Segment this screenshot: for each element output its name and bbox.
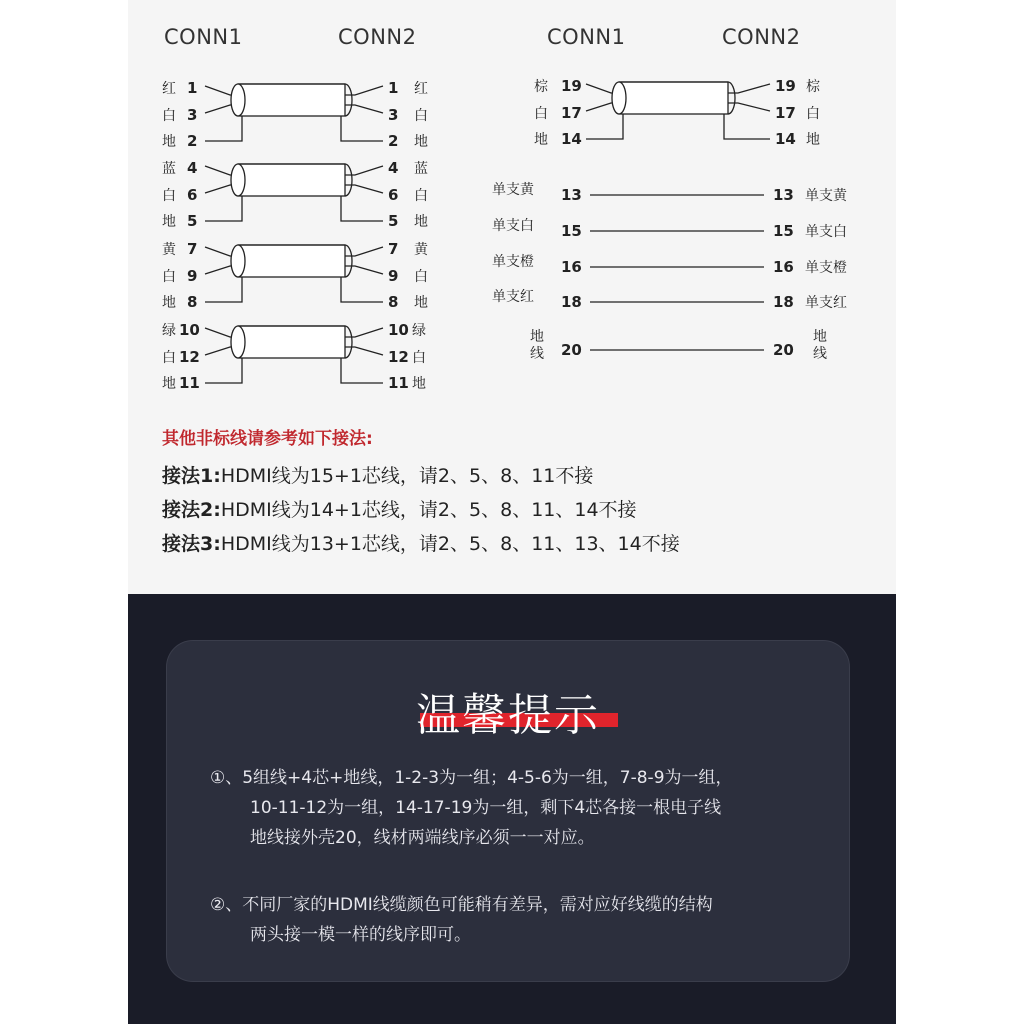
right-pin-number: 8 [388, 293, 399, 311]
shield-end-left [231, 164, 245, 196]
left-pin-number: 10 [179, 321, 200, 339]
left-color-label: 地 [162, 295, 176, 311]
left-conn2-header: CONN2 [338, 25, 417, 49]
right-pin-number: 11 [388, 374, 409, 392]
left-color-label: 白 [534, 106, 548, 122]
shield-cylinder [238, 245, 345, 277]
tip-2-line-1: ②、不同厂家的HDMI线缆颜色可能稍有差异，需对应好线缆的结构 [210, 895, 713, 915]
right-color-label: 白 [414, 108, 428, 124]
method-1-text: HDMI线为15+1芯线，请2、5、8、11不接 [220, 465, 594, 487]
left-color-label: 白 [162, 269, 176, 285]
ground-wire [341, 356, 383, 383]
single-left-label: 单支红 [492, 289, 534, 305]
method-3-text: HDMI线为13+1芯线，请2、5、8、11、13、14不接 [220, 533, 680, 555]
left-pin-number: 8 [187, 293, 198, 311]
right-pin-number: 7 [388, 240, 399, 258]
wire-group-right [534, 77, 821, 148]
left-pin-number: 2 [187, 132, 198, 150]
left-pin-number: 14 [561, 130, 582, 148]
ground-wire [341, 275, 383, 302]
single-right-label: 单支黄 [805, 188, 847, 204]
shield-cylinder [238, 84, 345, 116]
right-pin-number: 1 [388, 79, 399, 97]
left-color-label: 红 [162, 81, 176, 97]
method-1 [162, 461, 593, 488]
ground-left-pin: 20 [561, 341, 582, 359]
single-right-label: 单支橙 [805, 260, 847, 276]
left-color-label: 白 [162, 188, 176, 204]
wire-group-1 [162, 159, 428, 230]
method-1-label: 接法1: [162, 465, 221, 487]
tips-card [167, 641, 849, 981]
ground-wire [205, 356, 242, 383]
right-color-label: 地 [806, 132, 820, 148]
ground-left-label-top: 地 [530, 329, 544, 345]
right-pin-number: 4 [388, 159, 399, 177]
right-color-label: 红 [414, 81, 428, 97]
method-3 [162, 529, 680, 556]
left-color-label: 蓝 [162, 161, 176, 177]
shield-end-left [231, 326, 245, 358]
single-right-pin: 18 [773, 293, 794, 311]
wire-group-0 [162, 79, 428, 150]
right-pin-number: 6 [388, 186, 399, 204]
right-single-wires [492, 181, 848, 362]
left-color-label: 地 [162, 376, 176, 392]
single-right-pin: 16 [773, 258, 794, 276]
right-pin-number: 2 [388, 132, 399, 150]
right-pin-number: 9 [388, 267, 399, 285]
tip-2-line-2: 两头接一模一样的线序即可。 [250, 925, 471, 945]
right-color-label: 棕 [806, 79, 820, 95]
shield-end-right [345, 164, 352, 196]
ground-wire [205, 194, 242, 221]
left-pin-number: 4 [187, 159, 198, 177]
shield-end-left [231, 84, 245, 116]
right-color-label: 地 [412, 376, 426, 392]
single-right-pin: 13 [773, 186, 794, 204]
left-pin-number: 19 [561, 77, 582, 95]
right-pin-number: 10 [388, 321, 409, 339]
left-color-label: 白 [162, 108, 176, 124]
shield-end-right [728, 82, 735, 114]
shield-end-right [345, 84, 352, 116]
ground-wire [205, 275, 242, 302]
tip-1-line-1: ①、5组线+4芯+地线，1-2-3为一组；4-5-6为一组，7-8-9为一组， [210, 768, 733, 788]
method-3-label: 接法3: [162, 533, 221, 555]
single-left-label: 单支黄 [492, 182, 534, 198]
right-color-label: 白 [412, 350, 426, 366]
right-color-label: 蓝 [414, 161, 428, 177]
left-pin-number: 17 [561, 104, 582, 122]
left-color-label: 地 [162, 214, 176, 230]
ground-wire [341, 194, 383, 221]
ground-right-pin: 20 [773, 341, 794, 359]
ground-wire [341, 114, 383, 141]
single-left-pin: 15 [561, 222, 582, 240]
right-conn1-header: CONN1 [547, 25, 626, 49]
right-color-label: 黄 [414, 242, 428, 258]
single-right-label: 单支红 [805, 295, 847, 311]
right-color-label: 地 [414, 134, 428, 150]
single-right-pin: 15 [773, 222, 794, 240]
method-2-text: HDMI线为14+1芯线，请2、5、8、11、14不接 [220, 499, 637, 521]
shield-cylinder [238, 326, 345, 358]
right-color-label: 白 [414, 269, 428, 285]
left-color-label: 地 [162, 134, 176, 150]
shield-end-right [345, 326, 352, 358]
right-color-label: 白 [806, 106, 820, 122]
left-color-label: 黄 [162, 242, 176, 258]
left-pin-number: 1 [187, 79, 198, 97]
ground-right-label-bottom: 线 [813, 346, 827, 362]
shield-end-right [345, 245, 352, 277]
right-color-label: 地 [414, 214, 428, 230]
left-pin-number: 12 [179, 348, 200, 366]
right-pin-number: 3 [388, 106, 399, 124]
shield-end-left [612, 82, 626, 114]
wire-group-3 [162, 321, 426, 392]
left-color-label: 地 [534, 132, 548, 148]
left-wire-groups [162, 79, 429, 392]
method-2 [162, 495, 637, 522]
right-pin-number: 17 [775, 104, 796, 122]
ground-left-label-bottom: 线 [530, 346, 544, 362]
right-pin-number: 5 [388, 212, 399, 230]
right-pin-number: 19 [775, 77, 796, 95]
left-conn1-header: CONN1 [164, 25, 243, 49]
right-conn2-header: CONN2 [722, 25, 801, 49]
left-color-label: 棕 [534, 79, 548, 95]
ground-wire [205, 114, 242, 141]
ground-right-label-top: 地 [813, 329, 827, 345]
wiring-diagram [0, 0, 1024, 420]
single-left-label: 单支橙 [492, 254, 534, 270]
single-left-pin: 13 [561, 186, 582, 204]
left-pin-number: 3 [187, 106, 198, 124]
ground-wire [724, 112, 770, 139]
ground-wire [586, 112, 623, 139]
single-left-pin: 16 [561, 258, 582, 276]
shield-end-left [231, 245, 245, 277]
single-left-pin: 18 [561, 293, 582, 311]
tips-title: 温馨提示 [416, 690, 600, 741]
right-color-label: 绿 [412, 323, 426, 339]
left-pin-number: 9 [187, 267, 198, 285]
right-color-label: 白 [414, 188, 428, 204]
right-pin-number: 12 [388, 348, 409, 366]
shield-cylinder [619, 82, 728, 114]
shield-cylinder [238, 164, 345, 196]
method-2-label: 接法2: [162, 499, 221, 521]
right-color-label: 地 [414, 295, 428, 311]
single-left-label: 单支白 [492, 218, 534, 234]
left-color-label: 绿 [162, 323, 176, 339]
left-pin-number: 7 [187, 240, 198, 258]
right-pin-number: 14 [775, 130, 796, 148]
left-color-label: 白 [162, 350, 176, 366]
single-right-label: 单支白 [805, 224, 847, 240]
wire-group-2 [162, 240, 429, 311]
notes-heading: 其他非标线请参考如下接法: [162, 429, 373, 449]
left-pin-number: 11 [179, 374, 200, 392]
right-wire-group [534, 77, 821, 148]
left-pin-number: 5 [187, 212, 198, 230]
tip-1-line-2: 10-11-12为一组，14-17-19为一组，剩下4芯各接一根电子线 [250, 798, 722, 818]
left-pin-number: 6 [187, 186, 198, 204]
tip-1-line-3: 地线接外壳20，线材两端线序必须一一对应。 [250, 828, 595, 848]
